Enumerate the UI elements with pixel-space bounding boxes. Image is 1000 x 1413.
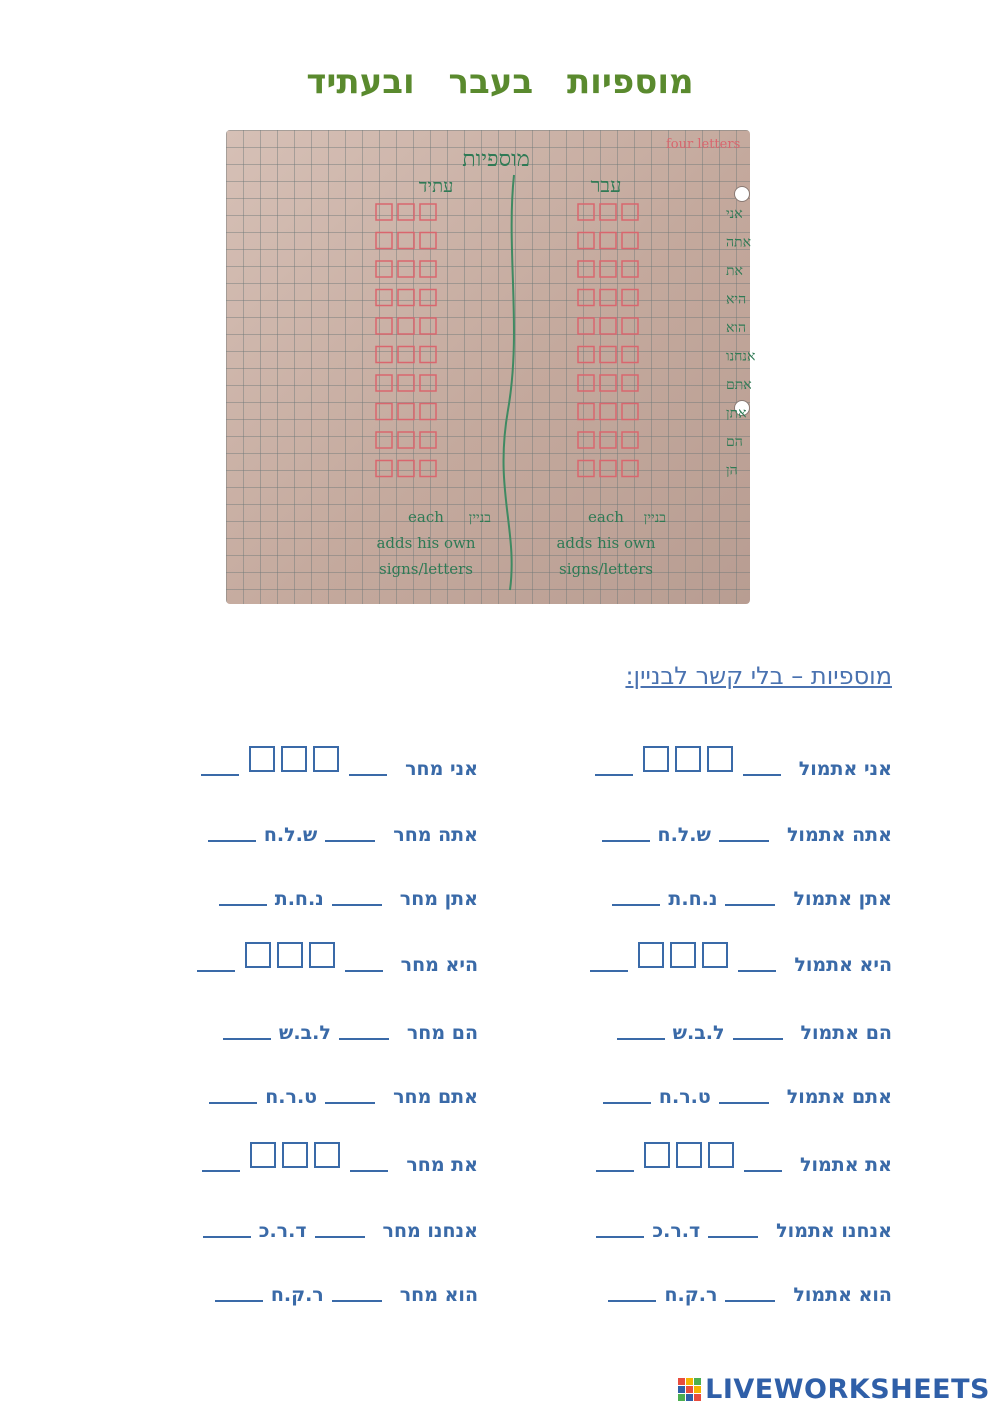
root-box	[313, 746, 339, 772]
past-pronoun-label: הם אתמול	[800, 1022, 892, 1044]
root-box	[638, 942, 664, 968]
root-box	[281, 746, 307, 772]
past-placeholder-box	[622, 261, 638, 277]
photo-note-hebrew-2: בניין	[468, 510, 491, 526]
future-placeholder-box	[398, 204, 414, 220]
future-placeholder-box	[376, 290, 392, 306]
root-box	[309, 942, 335, 968]
past-placeholder-box	[600, 204, 616, 220]
photo-future-header: עתיד	[418, 176, 454, 197]
future-placeholder-box	[376, 461, 392, 477]
brand-name: LIVEWORKSHEETS	[705, 1374, 990, 1405]
future-exercise-row	[223, 1000, 478, 1044]
prefix-blank[interactable]	[738, 968, 776, 972]
future-placeholder-box	[376, 261, 392, 277]
future-exercise-row	[201, 736, 478, 780]
photo-pronoun: הן	[726, 462, 738, 479]
future-exercise-row	[208, 802, 478, 846]
suffix-blank[interactable]	[617, 1036, 665, 1040]
past-placeholder-box	[578, 375, 594, 391]
future-root: ש.ל.ח	[263, 824, 318, 846]
future-placeholder-box	[398, 290, 414, 306]
future-root: נ.ח.ת	[274, 888, 324, 910]
suffix-blank[interactable]	[595, 772, 633, 776]
future-exercise-row	[197, 932, 478, 976]
future-placeholder-box	[376, 432, 392, 448]
future-placeholder-box	[420, 404, 436, 420]
past-pronoun-label: היא אתמול	[794, 954, 892, 976]
future-placeholder-box	[420, 290, 436, 306]
root-box	[249, 746, 275, 772]
root-boxes	[644, 1142, 734, 1168]
pronoun-column	[726, 206, 755, 479]
page-title: מוספיות בעבר ובעתיד	[306, 62, 694, 102]
future-pronoun-label: אתה מחר	[393, 824, 478, 846]
root-box	[707, 746, 733, 772]
future-placeholder-box	[376, 375, 392, 391]
future-pronoun-label: הוא מחר	[399, 1284, 478, 1306]
past-root: ל.ב.ש	[672, 1022, 725, 1044]
suffix-blank[interactable]	[202, 1168, 240, 1172]
past-placeholder-box	[600, 261, 616, 277]
prefix-blank[interactable]	[719, 838, 769, 842]
suffix-blank[interactable]	[208, 838, 256, 842]
root-box	[643, 746, 669, 772]
suffix-blank[interactable]	[612, 902, 660, 906]
past-exercise-row	[595, 736, 892, 780]
past-pronoun-label: אנחנו אתמול	[776, 1220, 892, 1242]
past-placeholder-box	[600, 233, 616, 249]
past-pronoun-label: אתם אתמול	[786, 1086, 892, 1108]
future-root: ט.ר.ח	[265, 1086, 318, 1108]
future-placeholder-box	[420, 461, 436, 477]
future-placeholder-box	[398, 347, 414, 363]
prefix-blank[interactable]	[719, 1100, 769, 1104]
future-placeholder-box	[420, 204, 436, 220]
future-pronoun-label: אתן מחר	[399, 888, 478, 910]
future-placeholder-box	[376, 404, 392, 420]
photo-pronoun: אתם	[726, 377, 752, 393]
prefix-blank[interactable]	[725, 902, 775, 906]
photo-past-header: עבר	[590, 173, 622, 197]
photo-pronoun: אנחנו	[726, 348, 756, 365]
root-box	[675, 746, 701, 772]
photo-note-adds: adds his own	[556, 534, 656, 552]
suffix-blank[interactable]	[590, 968, 628, 972]
photo-pronoun: הוא	[726, 320, 747, 336]
future-placeholder-box	[376, 204, 392, 220]
root-box	[250, 1142, 276, 1168]
prefix-blank[interactable]	[350, 1168, 388, 1172]
prefix-blank[interactable]	[339, 1036, 389, 1040]
root-boxes	[249, 746, 339, 772]
photo-pronoun: היא	[726, 291, 747, 308]
past-exercise-row	[596, 1198, 892, 1242]
future-placeholder-box	[376, 318, 392, 334]
future-placeholder-box	[376, 233, 392, 249]
photo-red-label: four letters	[666, 137, 741, 152]
past-placeholder-box	[600, 404, 616, 420]
root-box	[708, 1142, 734, 1168]
future-exercise-row	[202, 1132, 478, 1176]
root-box	[702, 942, 728, 968]
future-placeholder-box	[420, 233, 436, 249]
future-placeholder-box	[398, 404, 414, 420]
prefix-blank[interactable]	[325, 1100, 375, 1104]
root-boxes	[250, 1142, 340, 1168]
liveworksheets-logo-icon	[678, 1378, 701, 1401]
past-exercise-row	[602, 802, 892, 846]
suffix-blank[interactable]	[215, 1298, 263, 1302]
past-root: ד.ר.כ	[652, 1220, 701, 1242]
future-exercise-row	[215, 1262, 478, 1306]
future-root: ל.ב.ש	[278, 1022, 331, 1044]
future-placeholder-box	[420, 375, 436, 391]
future-placeholder-box	[398, 432, 414, 448]
prefix-blank[interactable]	[332, 1298, 382, 1302]
past-placeholder-box	[578, 290, 594, 306]
past-exercise-row	[617, 1000, 892, 1044]
suffix-blank[interactable]	[596, 1234, 644, 1238]
future-placeholder-box	[398, 461, 414, 477]
section-subtitle: מוספיות – בלי קשר לבניין:	[625, 662, 892, 690]
future-placeholder-box	[420, 318, 436, 334]
future-pronoun-label: אני מחר	[405, 758, 478, 780]
past-placeholder-box	[622, 233, 638, 249]
box-placeholders	[376, 204, 638, 477]
past-placeholder-box	[578, 404, 594, 420]
suffix-blank[interactable]	[209, 1100, 257, 1104]
suffix-blank[interactable]	[219, 902, 267, 906]
suffix-blank[interactable]	[197, 968, 235, 972]
past-placeholder-box	[600, 347, 616, 363]
future-placeholder-box	[420, 347, 436, 363]
future-exercise-row	[219, 866, 478, 910]
prefix-blank[interactable]	[325, 838, 375, 842]
photo-pronoun: אתן	[726, 405, 747, 422]
root-box	[644, 1142, 670, 1168]
photo-note-hebrew: בניין	[643, 510, 666, 526]
past-placeholder-box	[622, 432, 638, 448]
suffix-blank[interactable]	[608, 1298, 656, 1302]
suffix-blank[interactable]	[223, 1036, 271, 1040]
future-placeholder-box	[398, 318, 414, 334]
past-placeholder-box	[600, 318, 616, 334]
past-placeholder-box	[622, 404, 638, 420]
past-placeholder-box	[578, 347, 594, 363]
root-boxes	[638, 942, 728, 968]
past-pronoun-label: את אתמול	[799, 1154, 892, 1176]
root-box	[670, 942, 696, 968]
root-box	[314, 1142, 340, 1168]
past-exercise-row	[608, 1262, 892, 1306]
prefix-blank[interactable]	[708, 1234, 758, 1238]
handwritten-notes-photo	[226, 130, 756, 604]
past-placeholder-box	[622, 204, 638, 220]
past-root: ט.ר.ח	[658, 1086, 711, 1108]
prefix-blank[interactable]	[349, 772, 387, 776]
past-placeholder-box	[600, 375, 616, 391]
past-placeholder-box	[622, 347, 638, 363]
past-placeholder-box	[578, 204, 594, 220]
past-root: נ.ח.ת	[668, 888, 718, 910]
past-pronoun-label: אתה אתמול	[786, 824, 892, 846]
footer-brand	[678, 1374, 990, 1405]
past-root: ר.ק.ח	[664, 1284, 718, 1306]
photo-note-adds-2: adds his own	[376, 534, 476, 552]
root-box	[245, 942, 271, 968]
past-placeholder-box	[600, 432, 616, 448]
past-placeholder-box	[578, 461, 594, 477]
photo-title: מוספיות	[462, 147, 530, 172]
photo-pronoun: את	[726, 263, 743, 279]
photo-pronoun: הם	[726, 434, 743, 450]
future-exercise-row	[203, 1198, 478, 1242]
future-placeholder-box	[376, 347, 392, 363]
prefix-blank[interactable]	[315, 1234, 365, 1238]
suffix-blank[interactable]	[596, 1168, 634, 1172]
past-pronoun-label: אתן אתמול	[793, 888, 892, 910]
root-box	[676, 1142, 702, 1168]
past-placeholder-box	[578, 233, 594, 249]
past-placeholder-box	[622, 375, 638, 391]
past-pronoun-label: הוא אתמול	[793, 1284, 892, 1306]
suffix-blank[interactable]	[203, 1234, 251, 1238]
suffix-blank[interactable]	[201, 772, 239, 776]
future-placeholder-box	[420, 432, 436, 448]
past-root: ש.ל.ח	[657, 824, 711, 846]
past-exercise-row	[603, 1064, 892, 1108]
prefix-blank[interactable]	[733, 1036, 783, 1040]
photo-note-signs: signs/letters	[559, 560, 653, 578]
past-placeholder-box	[578, 432, 594, 448]
photo-note-each-2: each	[408, 508, 444, 526]
future-pronoun-label: היא מחר	[400, 954, 478, 976]
future-root: ד.ר.כ	[258, 1220, 307, 1242]
past-placeholder-box	[622, 290, 638, 306]
future-pronoun-label: את מחר	[406, 1154, 478, 1176]
future-pronoun-label: אנחנו מחר	[382, 1220, 478, 1242]
photo-note-each: each	[588, 508, 624, 526]
past-placeholder-box	[578, 261, 594, 277]
photo-pronoun: אני	[726, 206, 743, 222]
past-exercise-row	[596, 1132, 892, 1176]
photo-note-signs-2: signs/letters	[379, 560, 473, 578]
root-boxes	[643, 746, 733, 772]
future-exercise-row	[209, 1064, 478, 1108]
prefix-blank[interactable]	[744, 1168, 782, 1172]
past-pronoun-label: אני אתמול	[798, 758, 892, 780]
future-placeholder-box	[398, 375, 414, 391]
past-exercise-row	[612, 866, 892, 910]
photo-pronoun: אתה	[726, 234, 751, 251]
past-exercise-row	[590, 932, 892, 976]
root-boxes	[245, 942, 335, 968]
root-box	[282, 1142, 308, 1168]
prefix-blank[interactable]	[345, 968, 383, 972]
prefix-blank[interactable]	[332, 902, 382, 906]
past-placeholder-box	[622, 461, 638, 477]
handwriting-drawing	[226, 130, 756, 604]
future-root: ר.ק.ח	[270, 1284, 324, 1306]
prefix-blank[interactable]	[743, 772, 781, 776]
future-pronoun-label: הם מחר	[406, 1022, 478, 1044]
future-pronoun-label: אתם מחר	[393, 1086, 478, 1108]
suffix-blank[interactable]	[602, 838, 650, 842]
past-placeholder-box	[622, 318, 638, 334]
past-placeholder-box	[600, 461, 616, 477]
past-placeholder-box	[578, 318, 594, 334]
future-placeholder-box	[398, 233, 414, 249]
prefix-blank[interactable]	[725, 1298, 775, 1302]
past-placeholder-box	[600, 290, 616, 306]
root-box	[277, 942, 303, 968]
future-placeholder-box	[398, 261, 414, 277]
future-placeholder-box	[420, 261, 436, 277]
suffix-blank[interactable]	[603, 1100, 651, 1104]
